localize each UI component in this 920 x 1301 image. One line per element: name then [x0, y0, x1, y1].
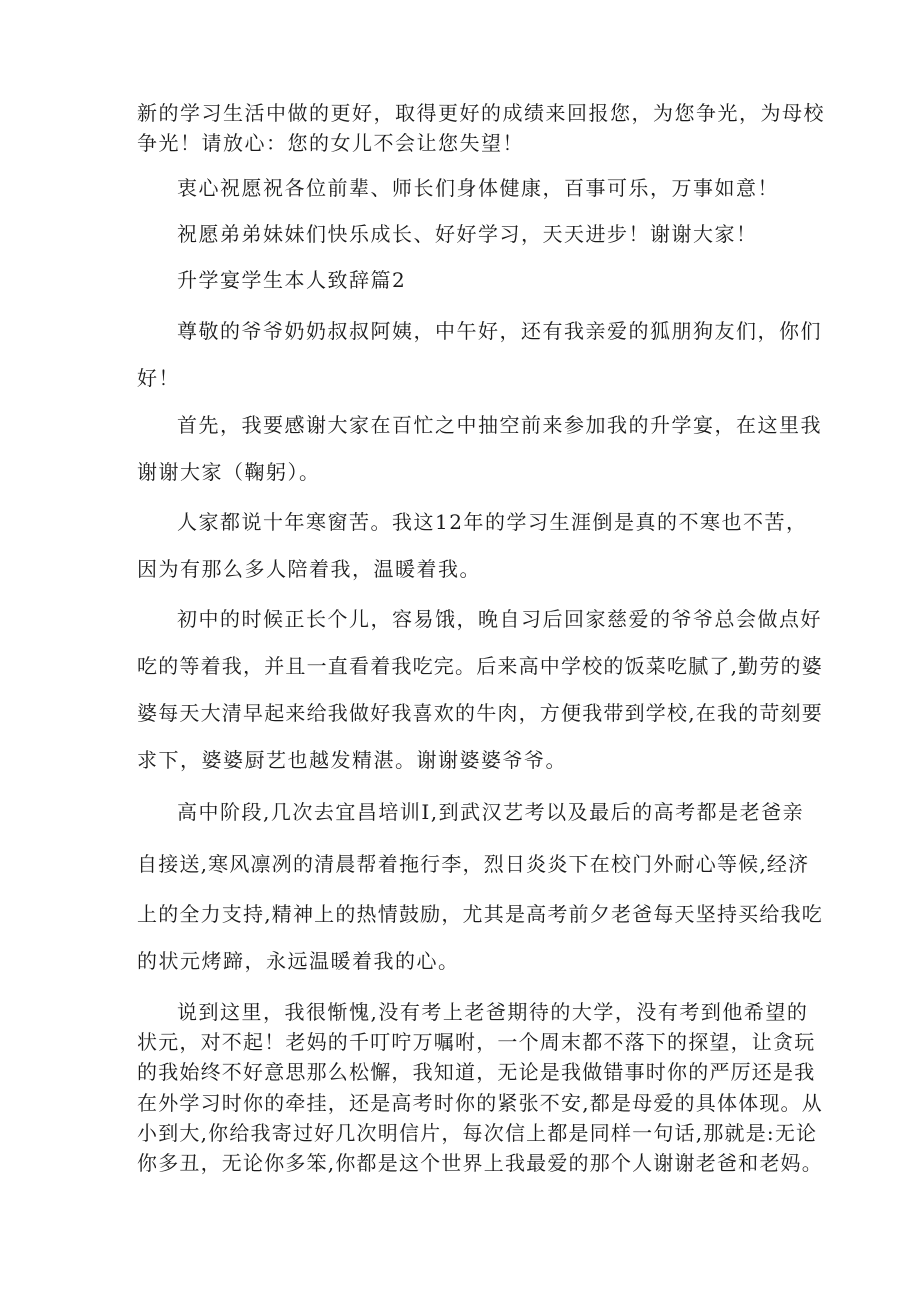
section-heading: 升学宴学生本人致辞篇2: [177, 268, 407, 292]
text-line: 初中的时候正长个儿，容易饿，晚自习后回家慈爱的爷爷总会做点好: [177, 607, 822, 631]
text-line: 的我始终不好意思那么松懈，我知道，无论是我做错事时你的严厉还是我: [137, 1060, 816, 1084]
text-line: 小到大,你给我寄过好几次明信片，每次信上都是同样一句话,那就是:无论: [137, 1121, 818, 1145]
text-line: 自接送,寒风凛冽的清晨帮着拖行李，烈日炎炎下在校门外耐心等候,经济: [137, 852, 810, 876]
text-line: 争光！请放心：您的女儿不会让您失望！: [137, 131, 524, 155]
text-line: 你多丑，无论你多笨,你都是这个世界上我最爱的那个人谢谢老爸和老妈。: [137, 1151, 823, 1175]
text-line: 吃的等着我，并且一直看着我吃完。后来高中学校的饭菜吃腻了,勤劳的婆: [137, 654, 823, 678]
text-line: 好！: [137, 366, 180, 390]
text-line: 婆每天大清早起来给我做好我喜欢的牛肉，方便我带到学校,在我的苛刻要: [137, 701, 823, 725]
text-line: 在外学习时你的牵挂，还是高考时你的紧张不安,都是母爱的具体体现。从: [137, 1091, 823, 1115]
text-line: 的状元烤蹄，永远温暖着我的心。: [137, 949, 460, 973]
text-line: 尊敬的爷爷奶奶叔叔阿姨，中午好，还有我亲爱的狐朋狗友们，你们: [177, 319, 822, 343]
text-line: 求下，婆婆厨艺也越发精湛。谢谢婆婆爷爷。: [137, 748, 567, 772]
text-line: 首先，我要感谢大家在百忙之中抽空前来参加我的升学宴，在这里我: [177, 413, 822, 437]
text-line: 人家都说十年寒窗苦。我这12年的学习生涯倒是真的不寒也不苦，: [177, 510, 808, 534]
text-line: 说到这里，我很惭愧,没有考上老爸期待的大学，没有考到他希望的: [177, 1000, 809, 1024]
text-line: 状元，对不起！老妈的千叮咛万嘱咐，一个周末都不落下的探望，让贪玩: [137, 1030, 816, 1054]
text-line: 因为有那么多人陪着我，温暖着我。: [137, 557, 481, 581]
text-line: 衷心祝愿祝各位前辈、师长们身体健康，百事可乐，万事如意！: [177, 176, 779, 200]
text-line: 高中阶段,几次去宜昌培训I,到武汉艺考以及最后的高考都是老爸亲: [177, 800, 805, 824]
text-line: 新的学习生活中做的更好，取得更好的成绩来回报您，为您争光，为母校: [137, 101, 825, 125]
text-line: 上的全力支持,精神上的热情鼓励，尤其是高考前夕老爸每天坚持买给我吃: [137, 902, 823, 926]
text-line: 祝愿弟弟妹妹们快乐成长、好好学习，天天进步！谢谢大家！: [177, 222, 758, 246]
text-line: 谢谢大家（鞠躬）。: [137, 460, 321, 484]
